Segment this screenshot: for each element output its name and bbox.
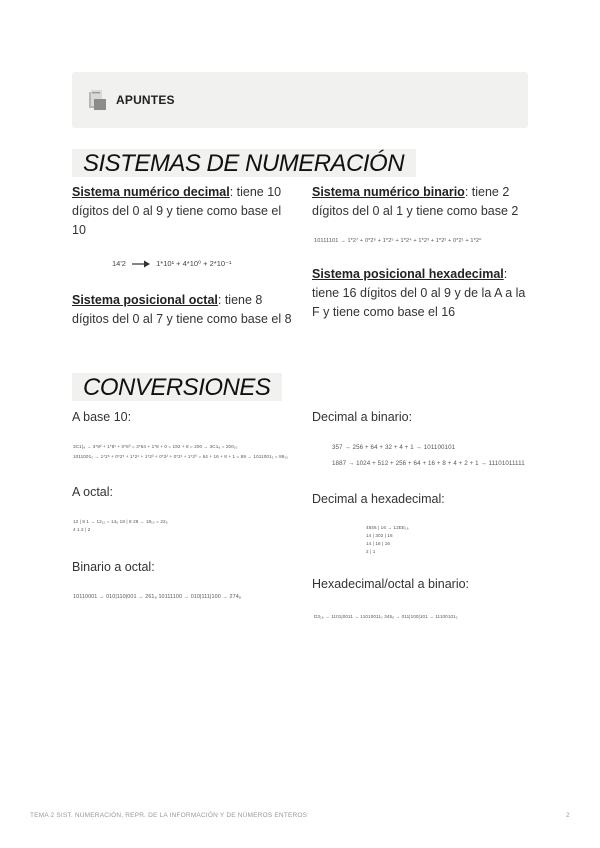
base10-line2: 1011001₂ → 1*2⁶ + 0*2⁵ + 1*2⁴ + 1*2³ + 0*2² + 0*2¹ + 1*2⁰ = 64 + 16 + 8 + 1 = 89 → 1011001₂ = 89₁₀ bbox=[73, 454, 289, 459]
decimal-binario-line1: 357 → 256 + 64 + 32 + 4 + 1 → 101100101 bbox=[332, 444, 456, 451]
octal-conv-line1: 12 | 8 1 → 12₁₀ = 14₈ 18 | 8 28 → 18₁₀ = 22₈ bbox=[73, 519, 168, 524]
callout-title: APUNTES bbox=[116, 93, 175, 107]
decimal-hex-line4: 2 | 1 bbox=[366, 549, 376, 554]
binario-octal-label: Binario a octal: bbox=[72, 560, 155, 574]
octal-term: Sistema posicional octal bbox=[72, 293, 218, 307]
base10-label: A base 10: bbox=[72, 410, 132, 424]
binario-example: 10111101 → 1*2⁷ + 0*2⁶ + 1*2⁵ + 1*2⁴ + 1*2³ + 1*2² + 0*2¹ + 1*2⁰ bbox=[314, 238, 482, 244]
binario-octal-line1: 10110001 → 010|110|001 → 261₈ 10111100 → 010|111|100 → 274₈ bbox=[73, 594, 242, 600]
decimal-hex-label: Decimal a hexadecimal: bbox=[312, 492, 445, 506]
octal-conv-line2: 4 1 2 | 2 bbox=[73, 527, 91, 532]
octal-text: : tiene 8 dígitos del 0 al 7 y tiene como base el 8 bbox=[72, 293, 292, 326]
notes-callout bbox=[72, 72, 528, 128]
hexadecimal-term: Sistema posicional hexadecimal bbox=[312, 267, 504, 281]
decimal-term: Sistema numérico decimal bbox=[72, 185, 230, 199]
hexadecimal-definition bbox=[312, 265, 534, 322]
decimal-hex-line2: 14 | 302 | 16 bbox=[366, 533, 393, 538]
decimal-hex-line3: 14 | 18 | 16 bbox=[366, 541, 391, 546]
hex-octal-binario-line1: D3₁₆ → 1101|0011 → 11010011₂ 345₈ → 011|100|101 → 11100101₂ bbox=[314, 614, 458, 619]
decimal-definition bbox=[72, 183, 292, 240]
base10-line1: 3C1)₈ → 3*8² + 1*8¹ + 0*8⁰ = 3*64 + 1*8 + 0 = 192 + 8 = 200 → 3C1₈ = 200₁₀ bbox=[73, 444, 238, 449]
hex-octal-binario-label: Hexadecimal/octal a binario: bbox=[312, 577, 470, 591]
footer-title: TEMA 2 SIST. NUMERACIÓN, REPR. DE LA INFORMACIÓN Y DE NÚMEROS ENTEROS bbox=[30, 812, 308, 819]
decimal-hex-line1: 4846 | 16 → 12EE₁₆ bbox=[366, 525, 409, 530]
decimal-binario-label: Decimal a binario: bbox=[312, 410, 413, 424]
decimal-example bbox=[112, 259, 232, 269]
octal-definition bbox=[72, 291, 292, 329]
arrow-right-icon bbox=[132, 260, 150, 268]
decimal-text: : tiene 10 dígitos del 0 al 9 y tiene como base el 10 bbox=[72, 185, 282, 237]
page-number: 2 bbox=[566, 812, 570, 819]
binario-definition bbox=[312, 183, 534, 221]
decimal-example-right: 1*10¹ + 4*10⁰ + 2*10⁻¹ bbox=[156, 259, 232, 268]
hexadecimal-text: : tiene 16 dígitos del 0 al 9 y de la A a la F y tiene como base el 16 bbox=[312, 267, 526, 319]
decimal-binario-line2: 1887 → 1024 + 512 + 256 + 64 + 16 + 8 + 4 + 2 + 1 → 11101011111 bbox=[332, 460, 525, 467]
binario-term: Sistema numérico binario bbox=[312, 185, 465, 199]
octal-conv-label: A octal: bbox=[72, 485, 113, 499]
section-title-conversiones: CONVERSIONES bbox=[72, 373, 282, 401]
decimal-example-left: 14'2 bbox=[112, 259, 126, 268]
section-title-sistemas: SISTEMAS DE NUMERACIÓN bbox=[72, 149, 416, 177]
book-icon bbox=[88, 90, 106, 110]
binario-text: : tiene 2 dígitos del 0 al 1 y tiene como base 2 bbox=[312, 185, 519, 218]
